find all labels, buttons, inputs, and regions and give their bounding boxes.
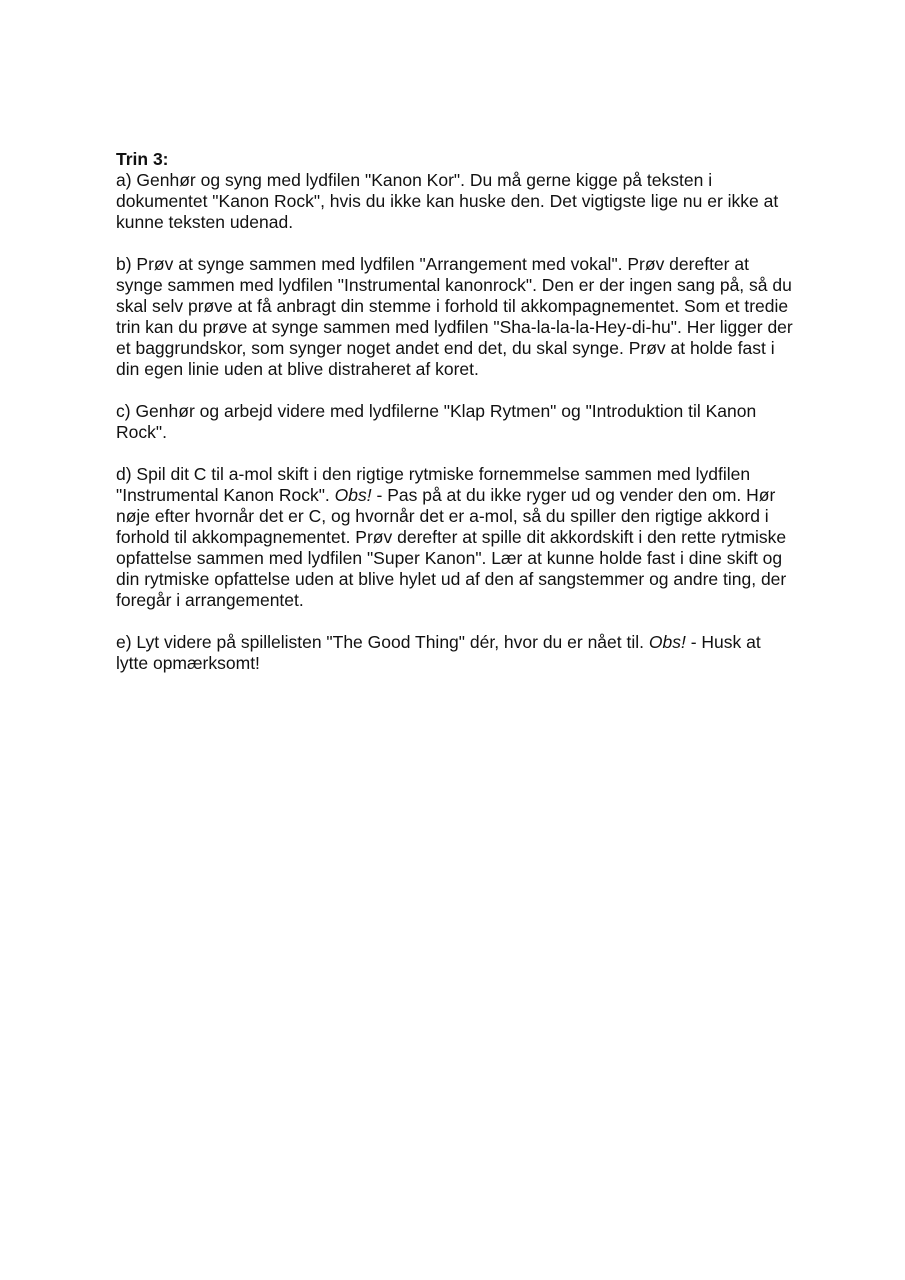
- paragraph-a: a) Genhør og syng med lydfilen "Kanon Kor". Du må gerne kigge på teksten i dokumentet "Kanon Rock", hvis du ikke kan huske den. Det vigtigste lige nu er ikke at kunne teksten udenad.: [116, 170, 779, 232]
- paragraph-d-rest: - Pas på at du ikke ryger ud og vender den om. Hør nøje efter hvornår det er C, og hvornår det er a-mol, så du spiller den rigtige akkord i forhold til akkompagnementet. Prøv derefter at spille dit akkordskift i den rette rytmiske opfattelse sammen med lydfilen "Super Kanon". Lær at kunne holde fast i dine skift og din rytmiske opfattelse uden at blive hylet ud af den af sangstemmer og andre ting, der foregår i arrangementet.: [116, 485, 787, 610]
- paragraph-e-start: e) Lyt videre på spillelisten "The Good Thing" dér, hvor du er nået til.: [116, 632, 644, 652]
- paragraph-e-rest: - Husk at lytte opmærksomt!: [116, 632, 761, 673]
- paragraph-e-obs: Obs!: [648, 632, 686, 652]
- paragraph-d: [116, 464, 796, 611]
- paragraph-c: c) Genhør og arbejd videre med lydfilerne "Klap Rytmen" og "Introduktion til Kanon Rock".: [116, 401, 757, 442]
- document-body: [116, 149, 796, 674]
- paragraph-d-obs: Obs!: [334, 485, 372, 505]
- paragraph-d-start: d) Spil dit C til a-mol skift i den rigtige rytmiske fornemmelse sammen med lydfilen "Instrumental Kanon Rock".: [116, 464, 751, 505]
- paragraph-e: [116, 632, 796, 674]
- paragraph-b: b) Prøv at synge sammen med lydfilen "Arrangement med vokal". Prøv derefter at synge sammen med lydfilen "Instrumental kanonrock". Den er der ingen sang på, så du skal selv prøve at få anbragt din stemme i forhold til akkompagnementet. Som et tredie trin kan du prøve at synge sammen med lydfilen "Sha-la-la-la-Hey-di-hu". Her ligger der et baggrundskor, som synger noget andet end det, du skal synge. Prøv at holde fast i din egen linie uden at blive distraheret af koret.: [116, 254, 793, 379]
- step-heading: Trin 3:: [116, 149, 169, 169]
